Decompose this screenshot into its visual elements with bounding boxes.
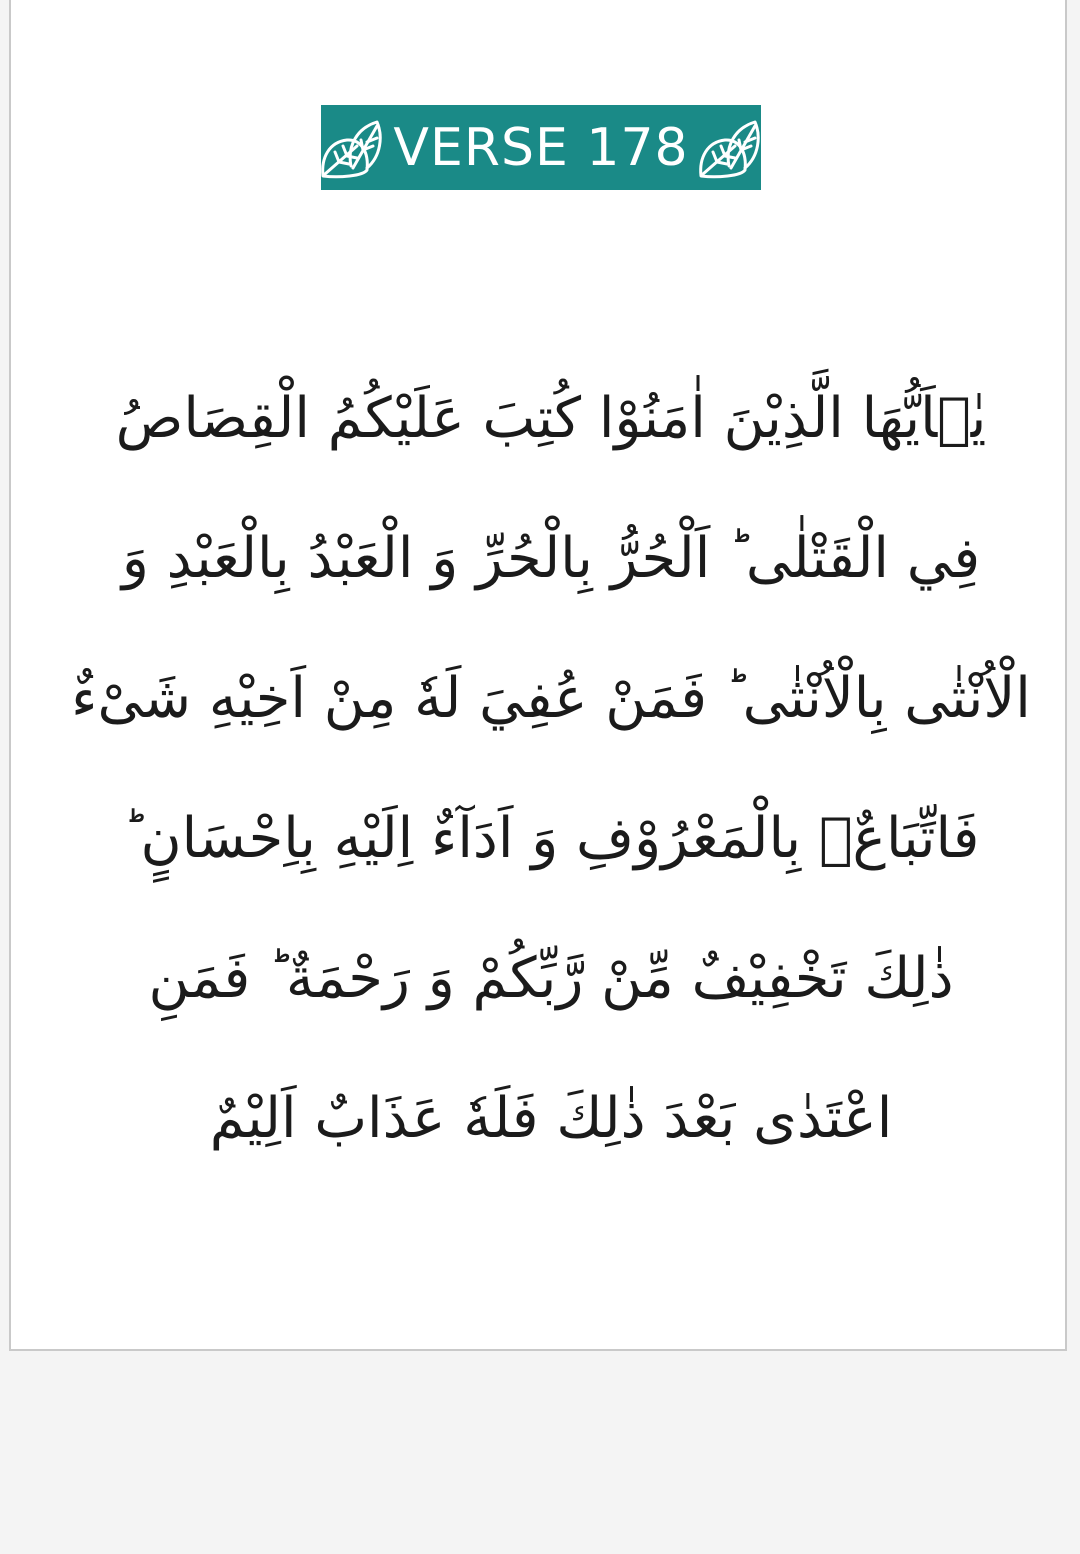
verse-text: [71, 348, 1031, 1188]
verse-header-badge: [321, 105, 761, 190]
verse-line: فَاتِّبَاعٌۢ بِالْمَعْرُوْفِ وَ اَدَآءٌ اِلَيْهِ بِاِحْسَانٍ ؕ: [122, 805, 980, 871]
verse-line: يٰۤاَيُّهَا الَّذِيْنَ اٰمَنُوْا كُتِبَ عَلَيْكُمُ الْقِصَاصُ: [115, 385, 987, 451]
verse-page: [9, 0, 1067, 1351]
verse-line: اعْتَدٰى بَعْدَ ذٰلِكَ فَلَهٗ عَذَابٌ اَلِيْمٌ: [209, 1085, 893, 1151]
verse-line: فِي الْقَتْلٰى ؕ اَلْحُرُّ بِالْحُرِّ وَ الْعَبْدُ بِالْعَبْدِ وَ: [121, 525, 981, 591]
verse-line: ذٰلِكَ تَخْفِيْفٌ مِّنْ رَّبِّكُمْ وَ رَحْمَةٌ ؕ فَمَنِ: [148, 945, 954, 1011]
leaf-icon: [695, 116, 765, 180]
leaf-icon: [317, 116, 387, 180]
viewer-background: [0, 1353, 1080, 1554]
verse-title: VERSE 178: [393, 117, 689, 178]
verse-line: الْاُنْثٰى بِالْاُنْثٰى ؕ فَمَنْ عُفِيَ لَهٗ مِنْ اَخِيْهِ شَیْءٌ: [71, 665, 1031, 731]
